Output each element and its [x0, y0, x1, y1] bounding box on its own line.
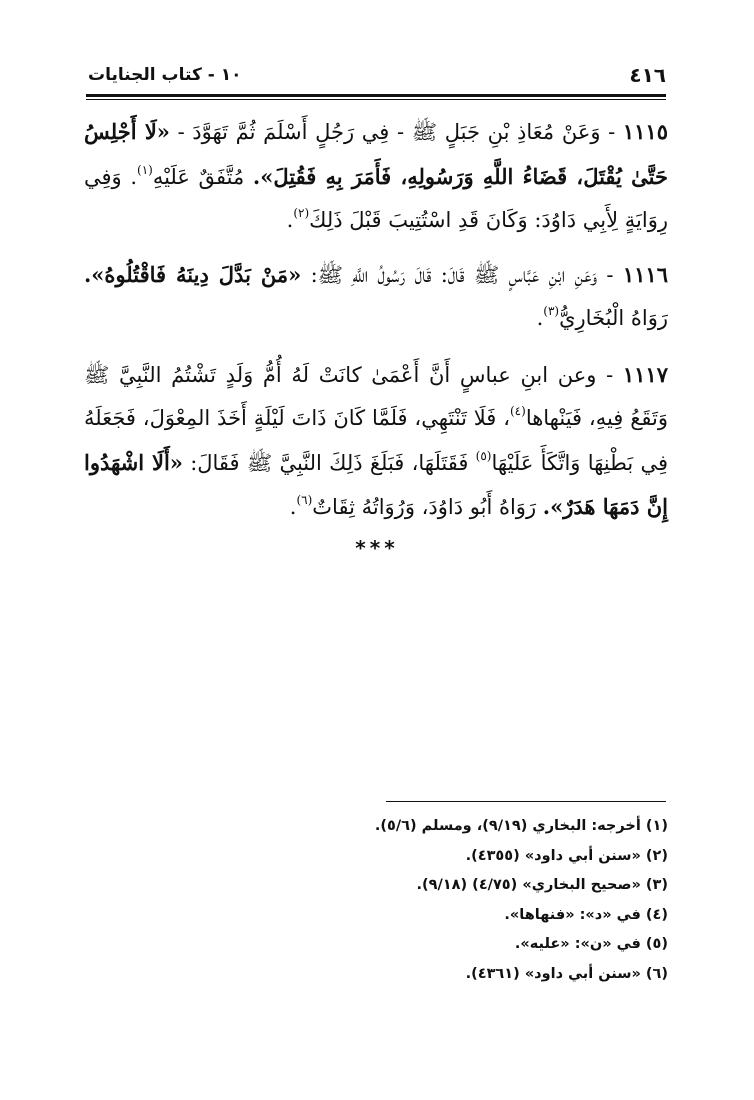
footnote-ref[interactable]: (٤) — [509, 404, 526, 418]
footnote-ref[interactable]: (١) — [137, 162, 153, 177]
footnote: (١) أخرجه: البخاري (٩/١٩)، ومسلم (٥/٦). — [374, 818, 668, 834]
footnote-ref[interactable]: (٦) — [296, 493, 313, 507]
footnote-rule — [386, 801, 666, 802]
hadith-number: ١١١٧ — [622, 361, 668, 387]
hadith-quote: «مَنْ بَدَّلَ دِينَهُ فَاقْتُلُوهُ». — [84, 261, 302, 287]
main-text — [84, 110, 668, 530]
page-number: ٤١٦ — [629, 63, 666, 87]
hadith-source: رَوَاهُ الْبُخَارِيُّ — [559, 306, 668, 330]
footnote-ref[interactable]: (٥) — [475, 448, 492, 463]
hadith-text: فَقَتَلَهَا، فَبَلَغَ ذَلِكَ النَّبِيَّ ﷺ فَقَالَ: — [182, 450, 476, 475]
header-rule — [86, 94, 666, 97]
hadith-intro: - وَعَنِ ابْنِ عَبَّاسٍ ﷺ قَالَ: قَالَ رَسُولُ اللَّهِ ﷺ: — [301, 262, 623, 287]
hadith-quote: «لَا أَجْلِسُ حَتَّىٰ يُقْتَلَ، قَضَاءُ اللَّهِ وَرَسُولِهِ، فَأَمَرَ بِهِ فَقُتِلَ». — [84, 119, 668, 189]
footnote: (٤) في «د»: «فنهاها». — [504, 906, 668, 923]
hadith-quote: «أَلَا اشْهَدُوا إِنَّ دَمَهَا هَدَرٌ». — [84, 449, 668, 519]
header-rule-thin — [86, 99, 666, 100]
hadith-intro: - وعن ابنِ عباسٍ أَنَّ أَعْمَىٰ كانَتْ لَهُ أُمُّ وَلَدٍ تَشْتُمُ النَّبِيَّ ﷺ وَتَقَعُ فِيهِ، فَيَنْهاها — [84, 362, 668, 430]
hadith-number: ١١١٥ — [622, 119, 668, 144]
hadith-1116 — [84, 253, 668, 341]
hadith-end: . — [536, 306, 544, 330]
section-separator: *** — [355, 536, 399, 560]
page-header — [88, 58, 666, 92]
hadith-source: رَوَاهُ أَبُو دَاوُدَ، وَرُوَاتُهُ ثِقَاتٌ — [312, 495, 543, 519]
footnotes — [250, 812, 668, 989]
footnote-ref[interactable]: (٣) — [543, 304, 560, 318]
footnote: (٦) «سنن أبي داود» (٤٣٦١). — [465, 965, 668, 982]
hadith-source: مُتَّفَقٌ عَلَيْهِ — [152, 164, 253, 189]
hadith-intro: - وَعَنْ مُعَاذِ بْنِ جَبَلٍ ﷺ - فِي رَجُلٍ أَسْلَمَ ثُمَّ تَهَوَّدَ - — [169, 120, 623, 144]
footnote: (٥) في «ن»: «عليه». — [514, 936, 668, 952]
hadith-end: . — [289, 495, 297, 519]
footnote-ref[interactable]: (٢) — [293, 206, 310, 220]
hadith-1115 — [84, 110, 668, 243]
hadith-end: . — [286, 208, 294, 232]
footnote: (٢) «سنن أبي داود» (٤٣٥٥). — [465, 847, 668, 864]
running-title: ١٠ - كتاب الجنايات — [88, 65, 242, 85]
footnote: (٣) «صحيح البخاري» (٤/٧٥) (٩/١٨). — [416, 877, 668, 893]
hadith-text: ، فَلَا تَنْتَهِي، فَلَمَّا كَانَ ذَاتَ لَيْلَةٍ أَخَذَ المِعْوَلَ، فَجَعَلَهُ فِي بَطْنِهَا وَاتَّكَأَ عَلَيْهَا — [84, 406, 668, 475]
hadith-1117 — [84, 353, 668, 530]
hadith-variant: . وَفِي رِوَايَةٍ لِأَبِي دَاوُدَ: وَكَانَ قَدِ اسْتُتِيبَ قَبْلَ ذَلِكَ — [84, 164, 668, 232]
hadith-number: ١١١٦ — [622, 261, 668, 287]
